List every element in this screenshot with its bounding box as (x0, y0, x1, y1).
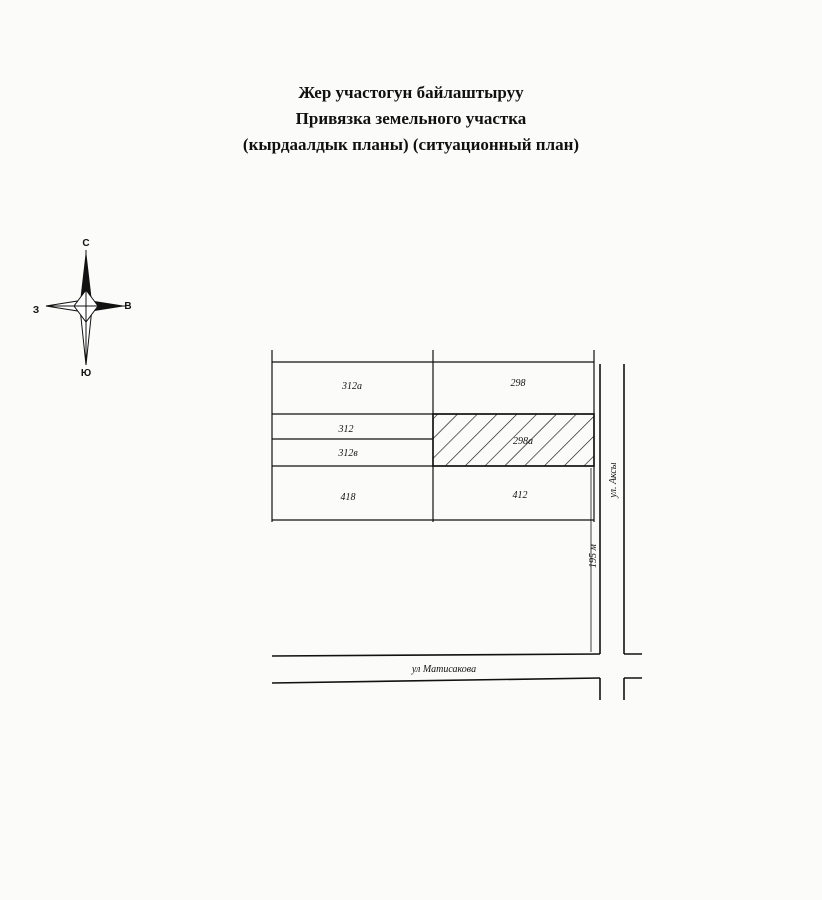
plot-label-298: 298 (510, 378, 526, 389)
plot-label-412: 412 (512, 490, 528, 501)
compass-east-label: В (124, 301, 132, 312)
plot-label-312a: 312а (342, 381, 362, 392)
street-label-aksy: ул. Аксы (608, 462, 619, 498)
compass-north-label: С (82, 238, 90, 249)
distance-label: 195 м (588, 544, 599, 568)
compass-south-label: Ю (80, 368, 92, 379)
plot-label-298a: 298а (513, 436, 533, 447)
plan-title-kyrgyz: Жер участогун байлаштыруу (298, 83, 524, 102)
plot-label-312: 312 (338, 424, 354, 435)
street-label-matisakova: ул Матисакова (411, 664, 477, 675)
plot-label-418: 418 (340, 492, 356, 503)
plan-title-russian: Привязка земельного участка (295, 109, 527, 128)
compass-west-label: З (32, 305, 40, 316)
plot-label-312v: 312в (338, 448, 358, 459)
plan-subtitle: (кырдаалдык планы) (ситуационный план) (242, 135, 580, 154)
compass-rose-icon (33, 238, 132, 379)
